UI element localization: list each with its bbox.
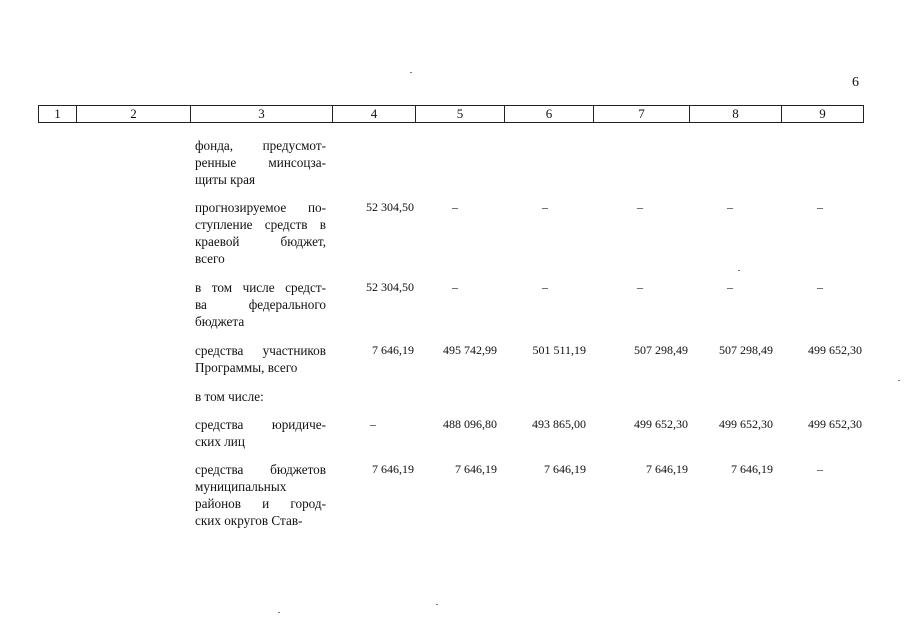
scan-speck xyxy=(278,612,280,613)
scan-speck xyxy=(898,380,900,381)
row-label-line: всего xyxy=(195,251,225,266)
row-label xyxy=(195,279,326,330)
cell-col-6: 493 865,00 xyxy=(532,417,586,431)
header-col-2: 2 xyxy=(77,106,191,122)
row-label-line: районов и город- xyxy=(195,496,326,511)
table-header-row xyxy=(38,105,864,123)
header-col-4: 4 xyxy=(333,106,416,122)
cell-col-5: 488 096,80 xyxy=(443,417,497,431)
scan-speck xyxy=(436,604,438,605)
cell-col-9: – xyxy=(817,200,823,214)
scan-speck xyxy=(410,72,412,73)
row-label-line: ских лиц xyxy=(195,434,245,449)
cell-col-6: – xyxy=(542,200,548,214)
cell-col-8: 499 652,30 xyxy=(719,417,773,431)
cell-col-7: – xyxy=(637,280,643,294)
cell-col-4: – xyxy=(370,417,376,431)
cell-col-6: – xyxy=(542,280,548,294)
row-label-line: ских округов Став- xyxy=(195,513,303,528)
row-label xyxy=(195,137,326,188)
cell-col-7: – xyxy=(637,200,643,214)
cell-col-8: – xyxy=(727,280,733,294)
row-label-line: ступление средств в xyxy=(195,217,326,232)
row-label-line: фонда, предусмот- xyxy=(195,138,326,153)
row-label-line: щиты края xyxy=(195,172,256,187)
row-label-line: муниципальных xyxy=(195,479,287,494)
cell-col-8: 507 298,49 xyxy=(719,343,773,357)
cell-col-8: – xyxy=(727,200,733,214)
cell-col-5: – xyxy=(452,280,458,294)
cell-col-7: 7 646,19 xyxy=(646,462,688,476)
header-col-7: 7 xyxy=(594,106,690,122)
cell-col-9: – xyxy=(817,462,823,476)
row-label xyxy=(195,388,326,405)
header-col-8: 8 xyxy=(690,106,782,122)
page-number: 6 xyxy=(852,75,859,90)
cell-col-4: 7 646,19 xyxy=(372,343,414,357)
cell-col-5: 495 742,99 xyxy=(443,343,497,357)
cell-col-9: – xyxy=(817,280,823,294)
row-label xyxy=(195,461,326,529)
cell-col-6: 501 511,19 xyxy=(532,343,586,357)
header-col-9: 9 xyxy=(819,106,826,121)
row-label-line: прогнозируемое по- xyxy=(195,200,326,215)
row-label-line: в том числе средст- xyxy=(195,280,326,295)
cell-col-6: 7 646,19 xyxy=(544,462,586,476)
row-label xyxy=(195,416,326,450)
row-label-line: средства участников xyxy=(195,343,326,358)
cell-col-8: 7 646,19 xyxy=(731,462,773,476)
row-label-line: средства юридиче- xyxy=(195,417,326,432)
row-label-line: ва федерального xyxy=(195,297,326,312)
row-label-line: ренные минсоцза- xyxy=(195,155,326,170)
cell-col-4: 7 646,19 xyxy=(372,462,414,476)
row-label-line: Программы, всего xyxy=(195,360,298,375)
row-label xyxy=(195,199,326,267)
cell-col-4: 52 304,50 xyxy=(366,200,414,214)
header-col-1: 1 xyxy=(39,106,77,122)
cell-col-7: 499 652,30 xyxy=(634,417,688,431)
cell-col-5: – xyxy=(452,200,458,214)
header-col-5: 5 xyxy=(416,106,505,122)
row-label-line: средства бюджетов xyxy=(195,462,326,477)
cell-col-4: 52 304,50 xyxy=(366,280,414,294)
cell-col-9: 499 652,30 xyxy=(808,343,862,357)
cell-col-5: 7 646,19 xyxy=(455,462,497,476)
row-label-line: краевой бюджет, xyxy=(195,234,326,249)
scan-speck xyxy=(738,270,740,271)
row-label-line: в том числе: xyxy=(195,389,264,404)
cell-col-7: 507 298,49 xyxy=(634,343,688,357)
row-label xyxy=(195,342,326,376)
row-label-line: бюджета xyxy=(195,314,245,329)
header-col-6: 6 xyxy=(505,106,594,122)
cell-col-9: 499 652,30 xyxy=(808,417,862,431)
header-col-3: 3 xyxy=(191,106,333,122)
